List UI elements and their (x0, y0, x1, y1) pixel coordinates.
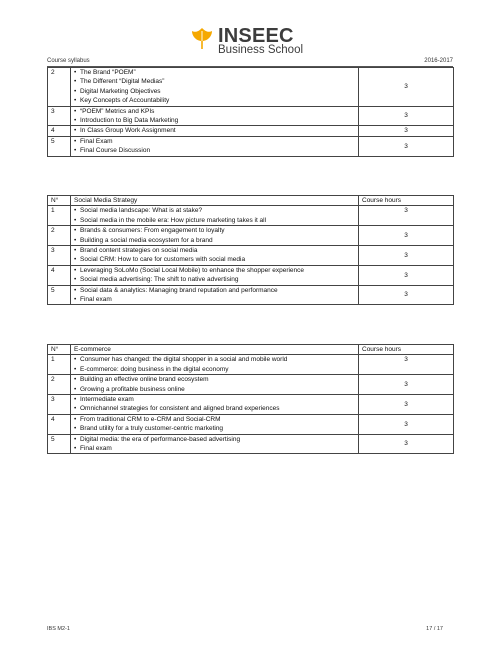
header-left-text: Course syllabus (47, 58, 90, 64)
topic-item: • Brand utility for a truly customer-centric marketing (74, 424, 355, 433)
topic-item: • Final Course Discussion (74, 146, 355, 155)
session-number: 2 (48, 375, 71, 395)
session-topics (71, 136, 359, 156)
session-number: 5 (48, 136, 71, 156)
topic-item: • Brands & consumers: From engagement to loyalty (74, 226, 355, 235)
session-topics (71, 375, 359, 395)
topic-item: • Final exam (74, 295, 355, 304)
table-header-row (48, 345, 454, 355)
table-row (48, 265, 454, 285)
table-row (48, 226, 454, 246)
session-topics (71, 434, 359, 454)
session-number: 1 (48, 355, 71, 375)
table-row (48, 285, 454, 305)
column-header-number: N° (48, 345, 71, 355)
topic-item: • “POEM” Metrics and KPIs (74, 107, 355, 116)
topic-item: • The Different “Digital Medias” (74, 77, 355, 86)
session-number: 4 (48, 414, 71, 434)
topic-item: • Social data & analytics: Managing brand reputation and performance (74, 286, 355, 295)
table-row (48, 68, 454, 107)
session-hours: 3 (359, 375, 454, 395)
syllabus-table-e-commerce (47, 344, 454, 454)
session-hours: 3 (359, 434, 454, 454)
session-topics (71, 246, 359, 266)
session-hours: 3 (359, 285, 454, 305)
table-row (48, 126, 454, 136)
column-header-module: E-commerce (71, 345, 359, 355)
session-number: 4 (48, 126, 71, 136)
session-number: 3 (48, 395, 71, 415)
footer-left-text: IBS M2-1 (47, 626, 70, 632)
session-number: 1 (48, 206, 71, 226)
topic-item: • Key Concepts of Accountability (74, 96, 355, 105)
table-row (48, 355, 454, 375)
topic-item: • E-commerce: doing business in the digital economy (74, 365, 355, 374)
session-number: 2 (48, 68, 71, 107)
session-hours: 3 (359, 68, 454, 107)
topic-item: • Introduction to Big Data Marketing (74, 116, 355, 125)
table-row (48, 136, 454, 156)
topic-item: • Digital media: the era of performance-based advertising (74, 435, 355, 444)
session-topics (71, 395, 359, 415)
topic-item: • Social media in the mobile era: How picture marketing takes it all (74, 216, 355, 225)
session-topics (71, 414, 359, 434)
topic-item: • Digital Marketing Objectives (74, 87, 355, 96)
session-hours: 3 (359, 226, 454, 246)
session-topics (71, 285, 359, 305)
column-header-number: N° (48, 196, 71, 206)
table-row (48, 375, 454, 395)
session-hours: 3 (359, 136, 454, 156)
topic-item: • Social CRM: How to care for customers with social media (74, 255, 355, 264)
page-number: 17 / 17 (426, 626, 443, 632)
session-number: 5 (48, 434, 71, 454)
header-right-text: 2016-2017 (424, 58, 453, 64)
topic-item: • From traditional CRM to e-CRM and Social-CRM (74, 415, 355, 424)
logo-subtitle: Business School (218, 44, 304, 56)
session-hours: 3 (359, 246, 454, 266)
session-topics (71, 106, 359, 126)
session-topics (71, 226, 359, 246)
inseec-logo (190, 27, 310, 59)
table-row (48, 246, 454, 266)
topic-item: • Growing a profitable business online (74, 385, 355, 394)
topic-item: • Consumer has changed: the digital shopper in a social and mobile world (74, 355, 355, 364)
topic-item: • Building a social media ecosystem for a brand (74, 236, 355, 245)
topic-item: • Social media advertising: The shift to native advertising (74, 275, 355, 284)
topic-item: • Social media landscape: What is at stake? (74, 206, 355, 215)
session-hours: 3 (359, 414, 454, 434)
session-number: 4 (48, 265, 71, 285)
table-row (48, 414, 454, 434)
session-hours: 3 (359, 395, 454, 415)
session-hours: 3 (359, 126, 454, 136)
session-hours: 3 (359, 106, 454, 126)
table-row (48, 106, 454, 126)
session-topics (71, 355, 359, 375)
topic-item: • Intermediate exam (74, 395, 355, 404)
table-row (48, 206, 454, 226)
topic-item: • Final Exam (74, 137, 355, 146)
topic-item: • Brand content strategies on social media (74, 246, 355, 255)
session-topics (71, 126, 359, 136)
topic-item: • Final exam (74, 444, 355, 453)
session-number: 2 (48, 226, 71, 246)
topic-item: • Omnichannel strategies for consistent and aligned brand experiences (74, 404, 355, 413)
topic-item: • Building an effective online brand ecosystem (74, 375, 355, 384)
topic-item: • The Brand “POEM” (74, 68, 355, 77)
topic-item: • In Class Group Work Assignment (74, 126, 355, 135)
syllabus-table-social-media (47, 195, 454, 305)
session-topics (71, 265, 359, 285)
session-number: 3 (48, 246, 71, 266)
column-header-module: Social Media Strategy (71, 196, 359, 206)
table-row (48, 395, 454, 415)
session-topics (71, 206, 359, 226)
ginkgo-leaf-icon (190, 27, 214, 51)
table-row (48, 434, 454, 454)
session-hours: 3 (359, 206, 454, 226)
logo-wordmark: INSEEC (218, 25, 294, 47)
session-number: 3 (48, 106, 71, 126)
session-hours: 3 (359, 355, 454, 375)
session-hours: 3 (359, 265, 454, 285)
column-header-hours: Course hours (359, 196, 454, 206)
session-topics (71, 68, 359, 107)
column-header-hours: Course hours (359, 345, 454, 355)
topic-item: • Leveraging SoLoMo (Social Local Mobile) to enhance the shopper experience (74, 266, 355, 275)
session-number: 5 (48, 285, 71, 305)
syllabus-table-1 (47, 67, 454, 157)
table-header-row (48, 196, 454, 206)
